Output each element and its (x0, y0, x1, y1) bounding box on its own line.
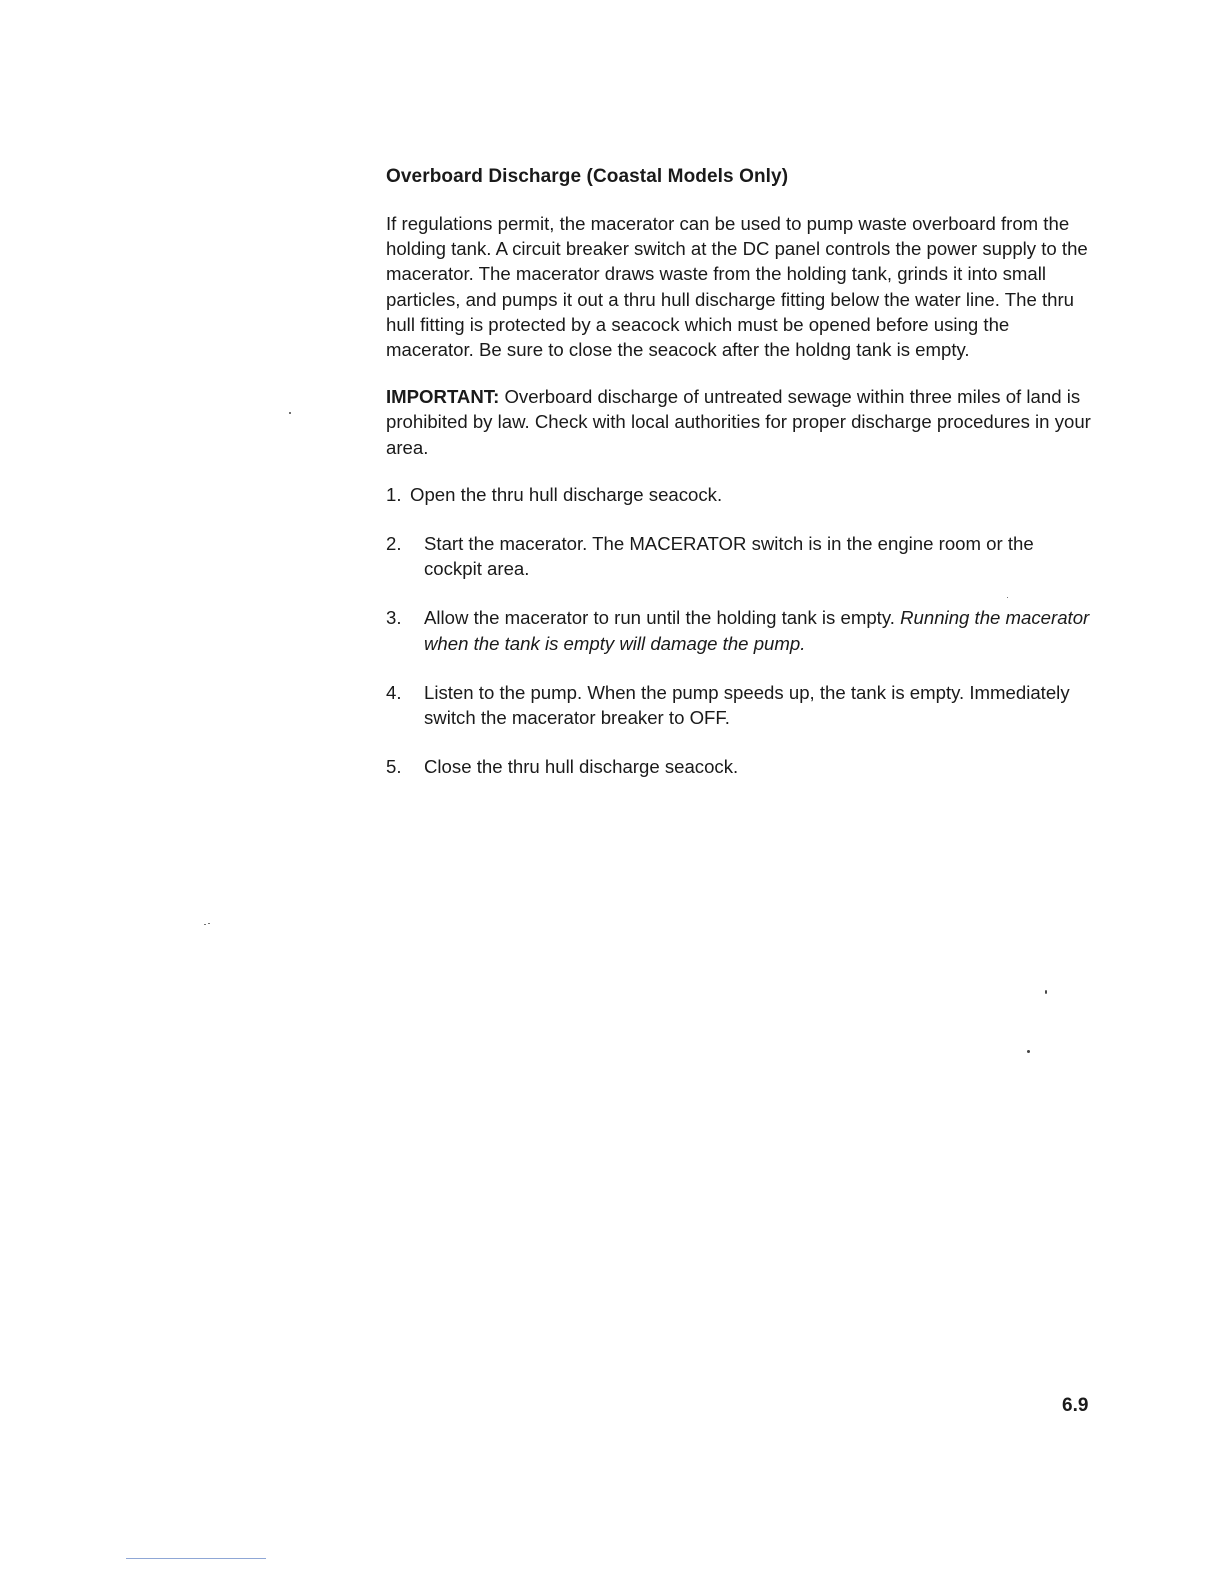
scan-speck (204, 924, 206, 925)
step-text-container (424, 605, 1096, 655)
step-number: 5. (386, 756, 402, 778)
step-text: Open the thru hull discharge seacock. (410, 483, 723, 505)
steps-list (386, 482, 1096, 780)
scan-speck (1007, 597, 1008, 598)
important-label: IMPORTANT: (386, 386, 500, 408)
scan-speck (289, 412, 291, 414)
step-number: 4. (386, 681, 402, 703)
step-text: Start the macerator. The MACERATOR switch is in the engine room or the cockpit area. (424, 533, 1034, 580)
step-number: 1. (386, 483, 402, 505)
intro-paragraph: If regulations permit, the macerator can be used to pump waste overboard from the holding tank. A circuit breaker switch at the DC panel controls the power supply to the macerator. The macerator draws waste from the holding tank, grinds it into small particles, and pumps it out a thru hull discharge fitting below the water line. The thru hull fitting is protected by a seacock which must be opened before using the macerator. Be sure to close the seacock after the holdng tank is empty. (386, 213, 1088, 361)
step-item (386, 531, 1096, 581)
step-item (386, 754, 1096, 779)
important-notice (386, 384, 1096, 460)
step-item (386, 680, 1096, 730)
page-content (386, 164, 1096, 803)
step-item (386, 605, 1096, 655)
step-text: Listen to the pump. When the pump speeds up, the tank is empty. Immediately switch the macerator breaker to OFF. (424, 681, 1070, 729)
page-number: 6.9 (1062, 1395, 1089, 1416)
step-text: Allow the macerator to run until the holding tank is empty. (424, 607, 901, 629)
bottom-rule (126, 1558, 266, 1559)
step-item (386, 482, 1096, 507)
step-warning-note: Running the macerator when the tank is empty will damage the pump. (424, 607, 1090, 654)
scan-speck (1045, 990, 1047, 994)
step-text: Close the thru hull discharge seacock. (424, 756, 739, 778)
scan-speck (208, 923, 210, 924)
section-heading: Overboard Discharge (Coastal Models Only) (386, 166, 789, 187)
step-number: 3. (386, 607, 402, 629)
important-text: Overboard discharge of untreated sewage within three miles of land is prohibited by law. Check with local authorities for proper discharge procedures in your area. (386, 386, 1091, 458)
scan-speck (1027, 1050, 1030, 1053)
step-number: 2. (386, 533, 402, 555)
